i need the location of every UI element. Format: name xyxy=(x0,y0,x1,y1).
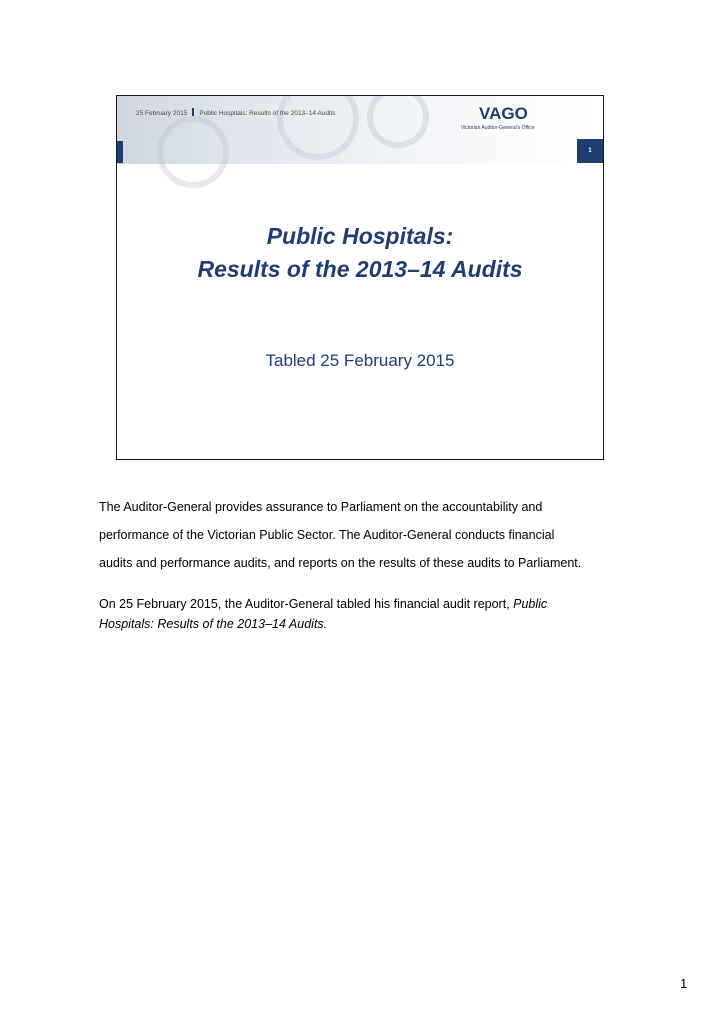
slide-header-banner xyxy=(117,96,603,164)
vago-logo: VAGO xyxy=(479,104,528,123)
slide-title-line1: Public Hospitals: xyxy=(266,223,454,249)
slide-title-line2: Results of the 2013–14 Audits xyxy=(197,256,523,282)
notes-line: performance of the Victorian Public Sector. The Auditor-General conducts financial xyxy=(99,528,555,542)
notes-lead-text: On 25 February 2015, the Auditor-General tabled his financial audit report, xyxy=(99,597,514,611)
slide-thumbnail xyxy=(116,95,604,460)
notes-report-title-part2: Hospitals: Results of the 2013–14 Audits. xyxy=(99,617,328,631)
notes-line: The Auditor-General provides assurance to Parliament on the accountability and xyxy=(99,500,543,514)
left-accent-tab xyxy=(117,141,123,163)
page-number: 1 xyxy=(680,976,688,991)
slide-header-text xyxy=(136,108,336,117)
header-separator xyxy=(192,108,194,116)
slide-header-report-title: Public Hospitals: Results of the 2013–14 Audits xyxy=(199,110,336,117)
speaker-notes-paragraph-1 xyxy=(99,493,639,577)
notes-report-title-part1: Public xyxy=(513,597,548,611)
slide-header-date: 25 February 2015 xyxy=(136,110,188,117)
slide-subtitle: Tabled 25 February 2015 xyxy=(265,351,455,370)
speaker-notes-paragraph-2 xyxy=(99,594,639,634)
slide-title xyxy=(117,220,603,286)
notes-line: audits and performance audits, and reports on the results of these audits to Parliament. xyxy=(99,556,582,570)
vago-logo-subtitle: Victorian Auditor-General's Office xyxy=(461,125,535,131)
slide-number-tab: 1 xyxy=(577,139,603,163)
